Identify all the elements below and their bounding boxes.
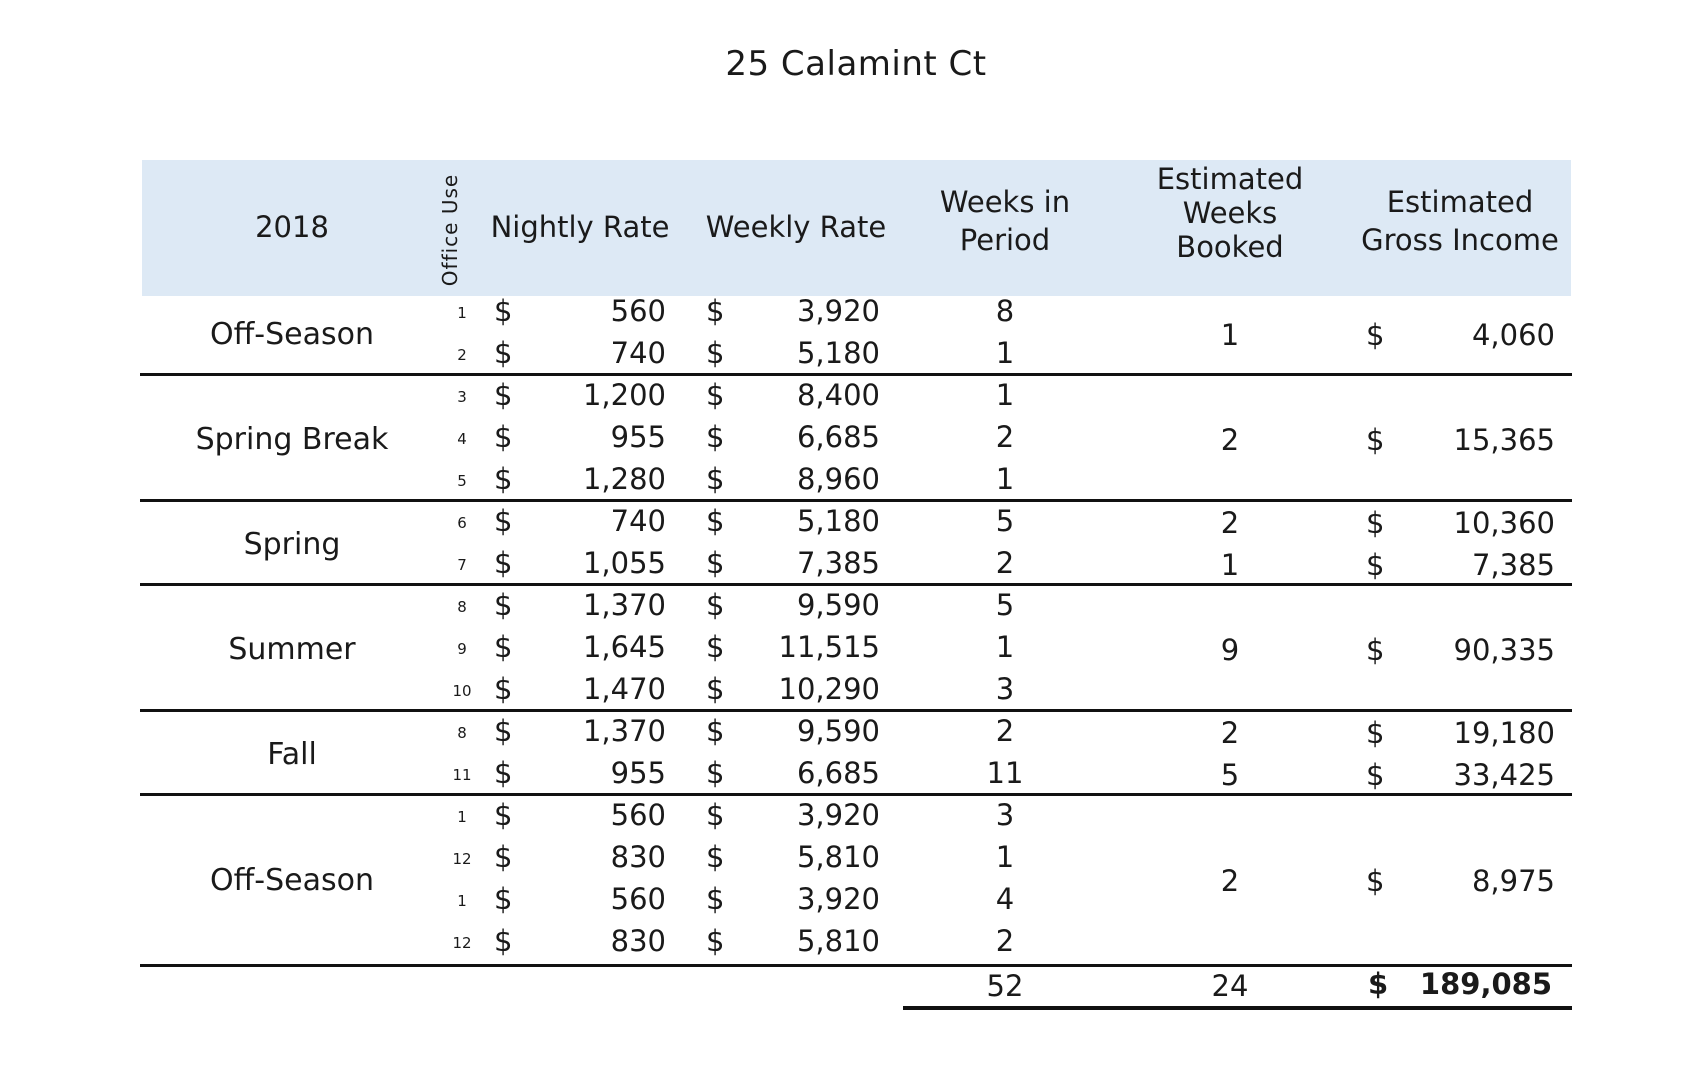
nightly-dollar: $ xyxy=(494,714,513,748)
estimated-weeks-booked: 2 xyxy=(1220,506,1240,540)
weeks-in-period: 8 xyxy=(995,294,1015,328)
total-weeks: 52 xyxy=(986,969,1024,1003)
season-label: Off-Season xyxy=(210,863,374,898)
weekly-rate: 5,180 xyxy=(796,336,880,370)
estimated-gross-income: 90,335 xyxy=(1453,633,1555,667)
estimated-weeks-booked: 2 xyxy=(1220,423,1240,457)
weekly-dollar: $ xyxy=(706,714,725,748)
weeks-in-period: 5 xyxy=(995,504,1015,538)
group-divider xyxy=(140,583,1572,586)
header-office-use: Office Use xyxy=(438,173,462,287)
estimated-gross-income: 19,180 xyxy=(1453,716,1555,750)
nightly-dollar: $ xyxy=(494,882,513,916)
income-dollar: $ xyxy=(1366,506,1385,540)
nightly-dollar: $ xyxy=(494,420,513,454)
weekly-rate: 10,290 xyxy=(778,672,880,706)
header-estimated-weeks-booked: Estimated Weeks Booked xyxy=(1156,162,1304,264)
weekly-dollar: $ xyxy=(706,294,725,328)
weekly-dollar: $ xyxy=(706,336,725,370)
nightly-dollar: $ xyxy=(494,336,513,370)
office-use-index: 12 xyxy=(452,850,472,868)
office-use-index: 1 xyxy=(457,808,467,826)
office-use-index: 1 xyxy=(457,892,467,910)
weeks-in-period: 1 xyxy=(995,840,1015,874)
weeks-in-period: 3 xyxy=(995,672,1015,706)
income-dollar: $ xyxy=(1366,423,1385,457)
estimated-weeks-booked: 5 xyxy=(1220,758,1240,792)
nightly-rate: 740 xyxy=(610,336,666,370)
income-dollar: $ xyxy=(1366,318,1385,352)
office-use-index: 7 xyxy=(457,556,467,574)
weekly-rate: 8,960 xyxy=(796,462,880,496)
weekly-rate: 3,920 xyxy=(796,882,880,916)
office-use-index: 3 xyxy=(457,388,467,406)
weekly-rate: 5,180 xyxy=(796,504,880,538)
total-underline xyxy=(903,1006,1572,1010)
weekly-rate: 6,685 xyxy=(796,420,880,454)
income-dollar: $ xyxy=(1366,716,1385,750)
weekly-dollar: $ xyxy=(706,378,725,412)
season-label: Spring xyxy=(243,527,341,562)
nightly-dollar: $ xyxy=(494,462,513,496)
header-weekly-rate: Weekly Rate xyxy=(705,210,887,244)
nightly-rate: 1,370 xyxy=(582,714,666,748)
office-use-index: 2 xyxy=(457,346,467,364)
office-use-index: 6 xyxy=(457,514,467,532)
weekly-dollar: $ xyxy=(706,546,725,580)
estimated-gross-income: 8,975 xyxy=(1471,864,1555,898)
nightly-dollar: $ xyxy=(494,672,513,706)
nightly-rate: 830 xyxy=(610,924,666,958)
estimated-gross-income: 4,060 xyxy=(1471,318,1555,352)
nightly-rate: 830 xyxy=(610,840,666,874)
office-use-index: 12 xyxy=(452,934,472,952)
nightly-dollar: $ xyxy=(494,798,513,832)
nightly-rate: 1,200 xyxy=(582,378,666,412)
nightly-rate: 955 xyxy=(610,420,666,454)
weekly-rate: 11,515 xyxy=(778,630,880,664)
nightly-rate: 1,370 xyxy=(582,588,666,622)
nightly-dollar: $ xyxy=(494,588,513,622)
weekly-dollar: $ xyxy=(706,462,725,496)
nightly-rate: 560 xyxy=(610,882,666,916)
income-dollar: $ xyxy=(1366,864,1385,898)
weeks-in-period: 4 xyxy=(995,882,1015,916)
weekly-dollar: $ xyxy=(706,504,725,538)
office-use-index: 8 xyxy=(457,724,467,742)
weekly-rate: 9,590 xyxy=(796,588,880,622)
weekly-rate: 8,400 xyxy=(796,378,880,412)
weekly-dollar: $ xyxy=(706,756,725,790)
estimated-gross-income: 33,425 xyxy=(1453,758,1555,792)
nightly-rate: 1,280 xyxy=(582,462,666,496)
weeks-in-period: 1 xyxy=(995,462,1015,496)
total-income: 189,085 xyxy=(1419,967,1552,1001)
weekly-dollar: $ xyxy=(706,840,725,874)
nightly-dollar: $ xyxy=(494,294,513,328)
header-nightly-rate: Nightly Rate xyxy=(490,210,670,244)
group-divider xyxy=(140,373,1572,376)
office-use-index: 8 xyxy=(457,598,467,616)
weeks-in-period: 1 xyxy=(995,630,1015,664)
weeks-in-period: 2 xyxy=(995,714,1015,748)
weeks-in-period: 2 xyxy=(995,546,1015,580)
weekly-dollar: $ xyxy=(706,420,725,454)
season-label: Fall xyxy=(267,737,317,772)
weekly-rate: 5,810 xyxy=(796,924,880,958)
weekly-rate: 9,590 xyxy=(796,714,880,748)
weeks-in-period: 1 xyxy=(995,336,1015,370)
weeks-in-period: 2 xyxy=(995,420,1015,454)
nightly-dollar: $ xyxy=(494,840,513,874)
total-rule xyxy=(140,964,1572,967)
weeks-in-period: 11 xyxy=(986,756,1024,790)
weekly-dollar: $ xyxy=(706,588,725,622)
office-use-index: 1 xyxy=(457,304,467,322)
weeks-in-period: 5 xyxy=(995,588,1015,622)
group-divider xyxy=(140,793,1572,796)
income-dollar: $ xyxy=(1366,633,1385,667)
group-divider xyxy=(140,709,1572,712)
season-label: Summer xyxy=(228,632,356,667)
nightly-dollar: $ xyxy=(494,756,513,790)
group-divider xyxy=(140,499,1572,502)
nightly-dollar: $ xyxy=(494,378,513,412)
estimated-weeks-booked: 9 xyxy=(1220,633,1240,667)
weekly-dollar: $ xyxy=(706,630,725,664)
total-income-dollar: $ xyxy=(1368,967,1389,1001)
nightly-rate: 740 xyxy=(610,504,666,538)
weekly-rate: 5,810 xyxy=(796,840,880,874)
nightly-rate: 1,470 xyxy=(582,672,666,706)
document-title: 25 Calamint Ct xyxy=(725,44,987,84)
office-use-index: 5 xyxy=(457,472,467,490)
nightly-rate: 1,645 xyxy=(582,630,666,664)
estimated-gross-income: 7,385 xyxy=(1471,548,1555,582)
nightly-dollar: $ xyxy=(494,924,513,958)
weekly-dollar: $ xyxy=(706,798,725,832)
header-estimated-gross-income: Estimated Gross Income xyxy=(1361,185,1559,257)
estimated-gross-income: 15,365 xyxy=(1453,423,1555,457)
estimated-weeks-booked: 1 xyxy=(1220,548,1240,582)
nightly-rate: 560 xyxy=(610,294,666,328)
season-label: Off-Season xyxy=(210,317,374,352)
nightly-rate: 1,055 xyxy=(582,546,666,580)
weeks-in-period: 2 xyxy=(995,924,1015,958)
weekly-dollar: $ xyxy=(706,924,725,958)
nightly-rate: 560 xyxy=(610,798,666,832)
estimated-gross-income: 10,360 xyxy=(1453,506,1555,540)
weekly-rate: 3,920 xyxy=(796,798,880,832)
weekly-dollar: $ xyxy=(706,882,725,916)
office-use-index: 10 xyxy=(452,682,472,700)
weekly-rate: 3,920 xyxy=(796,294,880,328)
nightly-rate: 955 xyxy=(610,756,666,790)
weekly-rate: 7,385 xyxy=(796,546,880,580)
weekly-dollar: $ xyxy=(706,672,725,706)
total-booked: 24 xyxy=(1211,969,1249,1003)
income-dollar: $ xyxy=(1366,758,1385,792)
office-use-index: 9 xyxy=(457,640,467,658)
weeks-in-period: 3 xyxy=(995,798,1015,832)
office-use-index: 11 xyxy=(452,766,472,784)
nightly-dollar: $ xyxy=(494,504,513,538)
estimated-weeks-booked: 1 xyxy=(1220,318,1240,352)
office-use-index: 4 xyxy=(457,430,467,448)
weekly-rate: 6,685 xyxy=(796,756,880,790)
nightly-dollar: $ xyxy=(494,630,513,664)
estimated-weeks-booked: 2 xyxy=(1220,716,1240,750)
estimated-weeks-booked: 2 xyxy=(1220,864,1240,898)
income-dollar: $ xyxy=(1366,548,1385,582)
nightly-dollar: $ xyxy=(494,546,513,580)
weeks-in-period: 1 xyxy=(995,378,1015,412)
header-year: 2018 xyxy=(255,210,329,244)
season-label: Spring Break xyxy=(195,422,389,457)
header-weeks-in-period: Weeks in Period xyxy=(939,185,1071,257)
